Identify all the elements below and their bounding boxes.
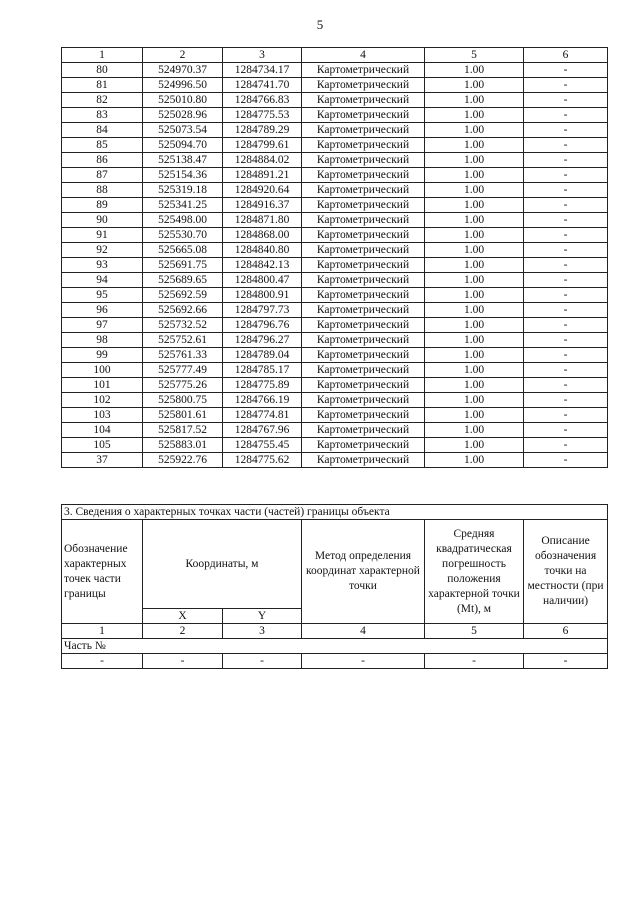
point-id-cell: 93 [62,258,143,273]
table-row [62,168,608,183]
column-number: 5 [425,48,524,63]
accuracy-cell: 1.00 [425,93,524,108]
method-cell: Картометрический [302,153,425,168]
y-coordinate-cell: 1284799.61 [223,138,302,153]
description-cell: - [524,333,608,348]
x-coordinate-cell: 525817.52 [143,423,223,438]
table-row [62,108,608,123]
table-row [62,393,608,408]
point-id-cell: 85 [62,138,143,153]
column-number: 2 [143,48,223,63]
description-cell: - [524,258,608,273]
table-row [62,453,608,468]
empty-data-row [62,654,608,669]
table-row [62,438,608,453]
column-number: 2 [143,624,223,639]
x-coordinate-cell: 525761.33 [143,348,223,363]
accuracy-cell: 1.00 [425,213,524,228]
x-coordinate-cell: 525692.59 [143,288,223,303]
method-cell: Картометрический [302,108,425,123]
accuracy-cell: 1.00 [425,303,524,318]
method-cell: Картометрический [302,258,425,273]
x-coordinate-cell: 525665.08 [143,243,223,258]
point-id-cell: 97 [62,318,143,333]
description-cell: - [524,378,608,393]
y-coordinate-cell: 1284840.80 [223,243,302,258]
column-number: 1 [62,624,143,639]
y-coordinate-cell: 1284796.27 [223,333,302,348]
column-number: 4 [302,624,425,639]
x-coordinate-cell: 524996.50 [143,78,223,93]
x-coordinate-cell: 525775.26 [143,378,223,393]
accuracy-cell: 1.00 [425,288,524,303]
table-row [62,348,608,363]
point-id-cell: 92 [62,243,143,258]
point-id-cell: 95 [62,288,143,303]
description-header: Описание обозначения точки на местности (при наличии) [524,520,608,624]
column-number: 4 [302,48,425,63]
method-cell: Картометрический [302,198,425,213]
x-coordinate-cell: 525777.49 [143,363,223,378]
method-cell: Картометрический [302,318,425,333]
y-coordinate-cell: 1284800.47 [223,273,302,288]
y-coordinate-cell: 1284774.81 [223,408,302,423]
description-cell: - [524,213,608,228]
column-number: 6 [524,48,608,63]
accuracy-cell: 1.00 [425,198,524,213]
y-coordinate-cell: 1284734.17 [223,63,302,78]
method-cell: Картометрический [302,363,425,378]
x-coordinate-cell: 525732.52 [143,318,223,333]
y-coordinate-cell: 1284767.96 [223,423,302,438]
description-cell: - [524,288,608,303]
accuracy-cell: 1.00 [425,423,524,438]
point-id-cell: 99 [62,348,143,363]
column-number: 3 [223,48,302,63]
x-coordinate-cell: 525010.80 [143,93,223,108]
table-row [62,333,608,348]
x-coordinate-cell: 525319.18 [143,183,223,198]
method-cell: Картометрический [302,288,425,303]
point-id-cell: 83 [62,108,143,123]
description-cell: - [524,153,608,168]
section-title: 3. Сведения о характерных точках части (частей) границы объекта [62,505,608,520]
point-id-cell: 100 [62,363,143,378]
y-coordinate-cell: 1284796.76 [223,318,302,333]
point-id-cell: 96 [62,303,143,318]
accuracy-cell: 1.00 [425,318,524,333]
table-row [62,153,608,168]
method-cell: Картометрический [302,423,425,438]
y-coordinate-cell: 1284868.00 [223,228,302,243]
y-coordinate-cell: 1284775.89 [223,378,302,393]
empty-cell: - [223,654,302,669]
method-cell: Картометрический [302,168,425,183]
x-coordinate-cell: 525692.66 [143,303,223,318]
point-id-cell: 103 [62,408,143,423]
accuracy-cell: 1.00 [425,258,524,273]
y-coordinate-cell: 1284920.64 [223,183,302,198]
point-designation-header: Обозначение характерных точек части границы [62,520,143,624]
table-row [62,363,608,378]
description-cell: - [524,438,608,453]
accuracy-cell: 1.00 [425,63,524,78]
accuracy-cell: 1.00 [425,348,524,363]
point-id-cell: 82 [62,93,143,108]
method-cell: Картометрический [302,333,425,348]
point-id-cell: 102 [62,393,143,408]
accuracy-cell: 1.00 [425,153,524,168]
accuracy-cell: 1.00 [425,408,524,423]
method-cell: Картометрический [302,123,425,138]
table-row [62,78,608,93]
column-number: 6 [524,624,608,639]
x-coordinate-cell: 525922.76 [143,453,223,468]
table-row [62,288,608,303]
point-id-cell: 101 [62,378,143,393]
empty-cell: - [524,654,608,669]
description-cell: - [524,393,608,408]
empty-cell: - [425,654,524,669]
point-id-cell: 37 [62,453,143,468]
method-cell: Картометрический [302,183,425,198]
description-cell: - [524,138,608,153]
description-cell: - [524,108,608,123]
method-cell: Картометрический [302,273,425,288]
x-coordinate-cell: 525752.61 [143,333,223,348]
y-coordinate-cell: 1284775.53 [223,108,302,123]
y-coordinate-cell: 1284789.04 [223,348,302,363]
x-coordinate-cell: 525801.61 [143,408,223,423]
method-cell: Картометрический [302,348,425,363]
point-id-cell: 88 [62,183,143,198]
table-row [62,318,608,333]
description-cell: - [524,123,608,138]
page-number: 5 [316,17,324,32]
description-cell: - [524,243,608,258]
point-id-cell: 98 [62,333,143,348]
x-coordinate-cell: 525498.00 [143,213,223,228]
accuracy-cell: 1.00 [425,108,524,123]
empty-cell: - [143,654,223,669]
part-label: Часть № [62,639,608,654]
table-row [62,408,608,423]
x-coordinate-cell: 525138.47 [143,153,223,168]
table-row [62,183,608,198]
table-row [62,243,608,258]
accuracy-cell: 1.00 [425,378,524,393]
method-cell: Картометрический [302,453,425,468]
method-cell: Картометрический [302,378,425,393]
description-cell: - [524,273,608,288]
table-row [62,378,608,393]
column-number-row [62,48,608,63]
accuracy-cell: 1.00 [425,78,524,93]
accuracy-cell: 1.00 [425,228,524,243]
method-cell: Картометрический [302,93,425,108]
table-row [62,123,608,138]
method-cell: Картометрический [302,303,425,318]
x-coordinate-cell: 525689.65 [143,273,223,288]
accuracy-cell: 1.00 [425,363,524,378]
x-coordinate-cell: 525341.25 [143,198,223,213]
y-coordinate-cell: 1284775.62 [223,453,302,468]
x-header: X [143,609,223,624]
y-coordinate-cell: 1284785.17 [223,363,302,378]
accuracy-cell: 1.00 [425,393,524,408]
empty-cell: - [302,654,425,669]
description-cell: - [524,423,608,438]
column-number: 3 [223,624,302,639]
description-cell: - [524,348,608,363]
y-coordinate-cell: 1284884.02 [223,153,302,168]
point-id-cell: 91 [62,228,143,243]
table-row [62,213,608,228]
point-id-cell: 105 [62,438,143,453]
method-cell: Картометрический [302,63,425,78]
method-cell: Картометрический [302,243,425,258]
x-coordinate-cell: 525883.01 [143,438,223,453]
method-cell: Картометрический [302,138,425,153]
section-title-row [62,505,608,520]
method-cell: Картометрический [302,393,425,408]
accuracy-cell: 1.00 [425,453,524,468]
y-coordinate-cell: 1284842.13 [223,258,302,273]
table-row [62,423,608,438]
y-coordinate-cell: 1284755.45 [223,438,302,453]
accuracy-cell: 1.00 [425,333,524,348]
x-coordinate-cell: 525073.54 [143,123,223,138]
table-row [62,258,608,273]
description-cell: - [524,228,608,243]
part-boundary-points-table [61,504,608,669]
x-coordinate-cell: 525028.96 [143,108,223,123]
y-coordinate-cell: 1284766.83 [223,93,302,108]
description-cell: - [524,363,608,378]
accuracy-header: Средняя квадратическая погрешность положения характерной точки (Mt), м [425,520,524,624]
y-coordinate-cell: 1284741.70 [223,78,302,93]
x-coordinate-cell: 525154.36 [143,168,223,183]
description-cell: - [524,318,608,333]
coordinates-header: Координаты, м [143,520,302,609]
header-row [62,520,608,609]
part-label-row [62,639,608,654]
column-number-row [62,624,608,639]
table-row [62,273,608,288]
column-number: 1 [62,48,143,63]
description-cell: - [524,78,608,93]
y-coordinate-cell: 1284916.37 [223,198,302,213]
accuracy-cell: 1.00 [425,273,524,288]
table-row [62,138,608,153]
x-coordinate-cell: 525691.75 [143,258,223,273]
x-coordinate-cell: 525800.75 [143,393,223,408]
point-id-cell: 80 [62,63,143,78]
method-cell: Картометрический [302,213,425,228]
x-coordinate-cell: 525530.70 [143,228,223,243]
y-coordinate-cell: 1284789.29 [223,123,302,138]
accuracy-cell: 1.00 [425,123,524,138]
table-row [62,198,608,213]
point-id-cell: 104 [62,423,143,438]
description-cell: - [524,453,608,468]
method-cell: Картометрический [302,438,425,453]
table-row [62,228,608,243]
x-coordinate-cell: 524970.37 [143,63,223,78]
point-id-cell: 89 [62,198,143,213]
table-row [62,93,608,108]
y-coordinate-cell: 1284766.19 [223,393,302,408]
accuracy-cell: 1.00 [425,168,524,183]
point-id-cell: 94 [62,273,143,288]
description-cell: - [524,303,608,318]
point-id-cell: 86 [62,153,143,168]
y-coordinate-cell: 1284797.73 [223,303,302,318]
point-id-cell: 87 [62,168,143,183]
x-coordinate-cell: 525094.70 [143,138,223,153]
y-header: Y [223,609,302,624]
table-row [62,63,608,78]
description-cell: - [524,183,608,198]
accuracy-cell: 1.00 [425,138,524,153]
boundary-points-table [61,47,608,468]
accuracy-cell: 1.00 [425,183,524,198]
description-cell: - [524,93,608,108]
accuracy-cell: 1.00 [425,438,524,453]
table-row [62,303,608,318]
y-coordinate-cell: 1284891.21 [223,168,302,183]
point-id-cell: 81 [62,78,143,93]
column-number: 5 [425,624,524,639]
point-id-cell: 90 [62,213,143,228]
point-id-cell: 84 [62,123,143,138]
method-header: Метод определения координат характерной точки [302,520,425,624]
description-cell: - [524,198,608,213]
empty-cell: - [62,654,143,669]
accuracy-cell: 1.00 [425,243,524,258]
description-cell: - [524,408,608,423]
y-coordinate-cell: 1284800.91 [223,288,302,303]
method-cell: Картометрический [302,78,425,93]
method-cell: Картометрический [302,228,425,243]
description-cell: - [524,168,608,183]
description-cell: - [524,63,608,78]
y-coordinate-cell: 1284871.80 [223,213,302,228]
method-cell: Картометрический [302,408,425,423]
